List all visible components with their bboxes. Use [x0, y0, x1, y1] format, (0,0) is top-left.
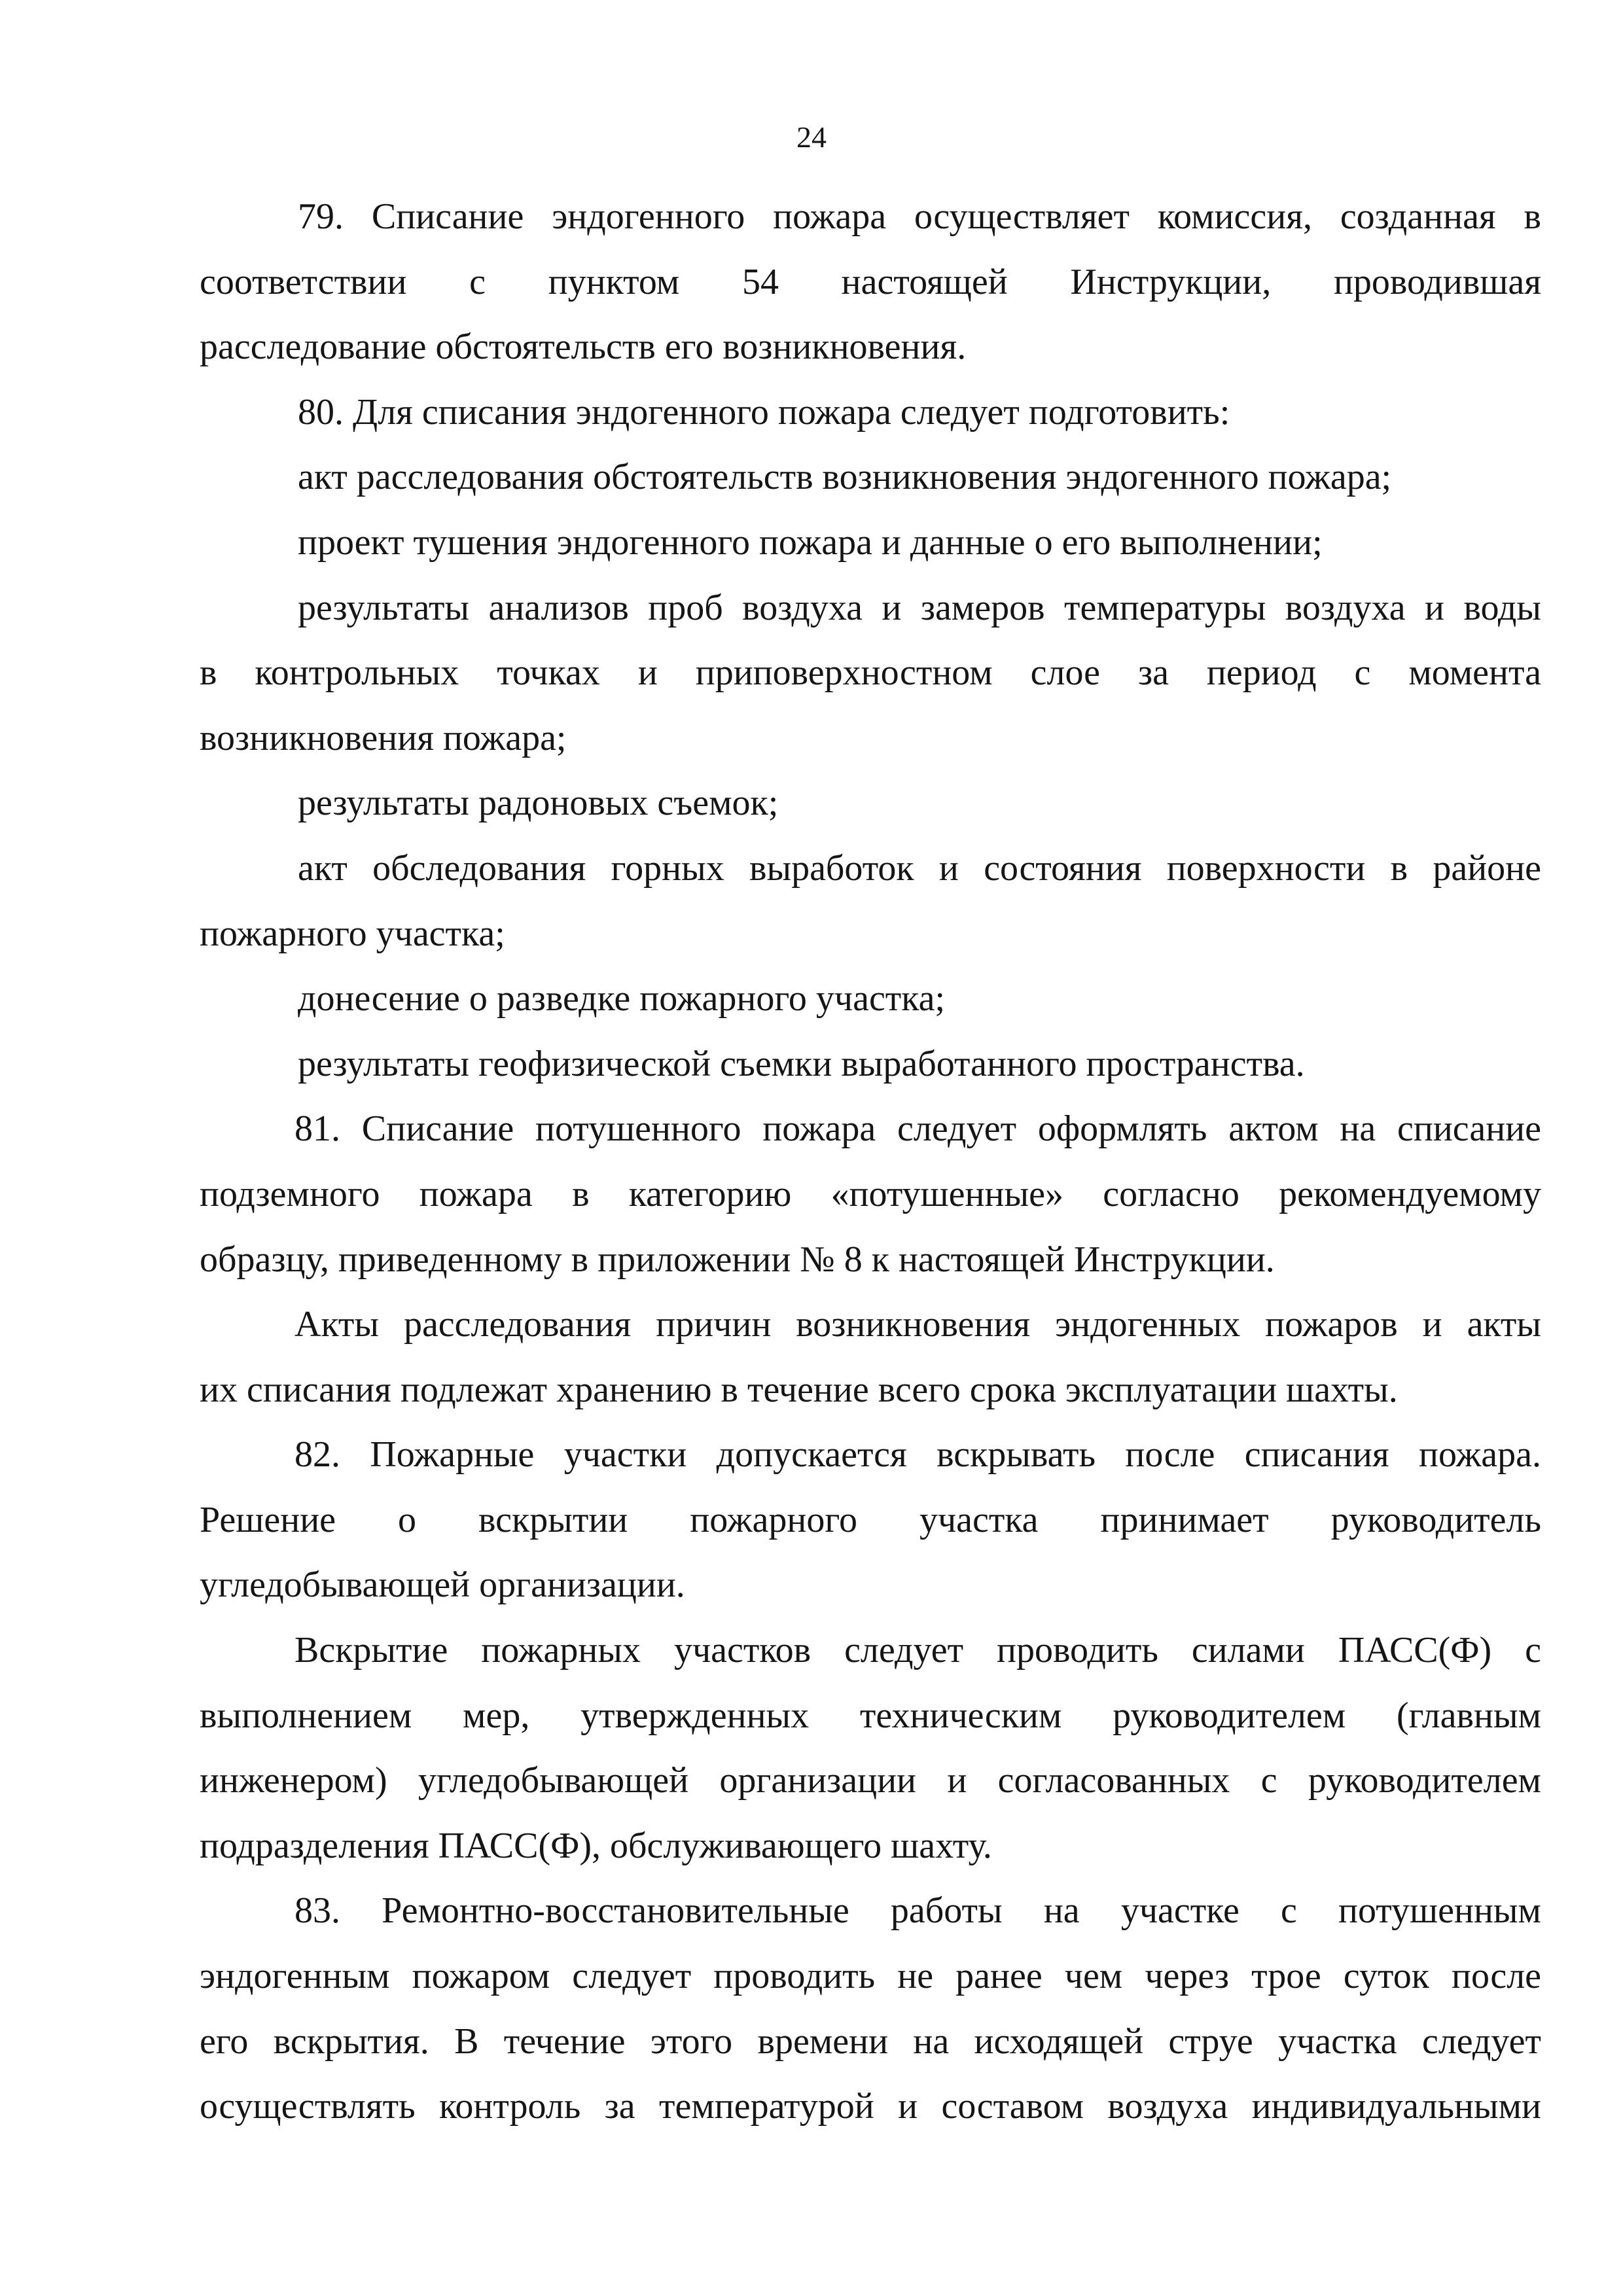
text-line: подразделения ПАСС(Ф), обслуживающего шахту.: [200, 1825, 992, 1866]
text-line: 80. Для списания эндогенного пожара следует подготовить:: [298, 391, 1230, 433]
text-line: подземного пожара в категорию «потушенные» согласно рекомендуемому: [200, 1173, 1541, 1214]
text-line: результаты геофизической съемки выработанного пространства.: [298, 1043, 1305, 1084]
text-line: проект тушения эндогенного пожара и данные о его выполнении;: [298, 521, 1323, 563]
text-line: Решение о вскрытии пожарного участка принимает руководитель: [200, 1499, 1541, 1540]
text-line: Вскрытие пожарных участков следует проводить силами ПАСС(Ф) с: [294, 1630, 1541, 1671]
page-number: 24: [796, 120, 827, 154]
text-line: 81. Списание потушенного пожара следует оформлять актом на списание: [294, 1108, 1541, 1150]
text-line: Акты расследования причин возникновения эндогенных пожаров и акты: [294, 1304, 1541, 1345]
text-line: угледобывающей организации.: [200, 1564, 685, 1606]
text-line: выполнением мер, утвержденных техническим руководителем (главным: [200, 1695, 1541, 1736]
text-line: инженером) угледобывающей организации и согласованных с руководителем: [200, 1760, 1541, 1801]
text-line: его вскрытия. В течение этого времени на исходящей струе участка следует: [200, 2021, 1541, 2062]
document-body: [200, 185, 1541, 2140]
text-line: 79. Списание эндогенного пожара осуществляет комиссия, созданная в: [298, 196, 1541, 237]
text-line: пожарного участка;: [200, 913, 505, 954]
text-line: акт обследования горных выработок и состояния поверхности в районе: [298, 847, 1541, 889]
text-line: расследование обстоятельств его возникновения.: [200, 327, 967, 368]
text-line: акт расследования обстоятельств возникновения эндогенного пожара;: [298, 457, 1392, 498]
text-line: в контрольных точках и приповерхностном слое за период с момента: [200, 652, 1541, 694]
text-line: соответствии с пунктом 54 настоящей Инструкции, проводившая: [200, 261, 1541, 302]
text-line: эндогенным пожаром следует проводить не ранее чем через трое суток после: [200, 1956, 1541, 1997]
text-line: образцу, приведенному в приложении № 8 к настоящей Инструкции.: [200, 1239, 1275, 1280]
text-line: 82. Пожарные участки допускается вскрывать после списания пожара.: [294, 1434, 1541, 1475]
text-line: результаты анализов проб воздуха и замеров температуры воздуха и воды: [298, 587, 1541, 628]
text-line: 83. Ремонтно-восстановительные работы на участке с потушенным: [294, 1890, 1541, 1932]
text-line: донесение о разведке пожарного участка;: [298, 978, 946, 1019]
text-line: возникновения пожара;: [200, 717, 567, 758]
text-line: осуществлять контроль за температурой и составом воздуха индивидуальными: [200, 2086, 1541, 2127]
text-line: их списания подлежат хранению в течение всего срока эксплуатации шахты.: [200, 1369, 1398, 1410]
text-line: результаты радоновых съемок;: [298, 783, 779, 824]
